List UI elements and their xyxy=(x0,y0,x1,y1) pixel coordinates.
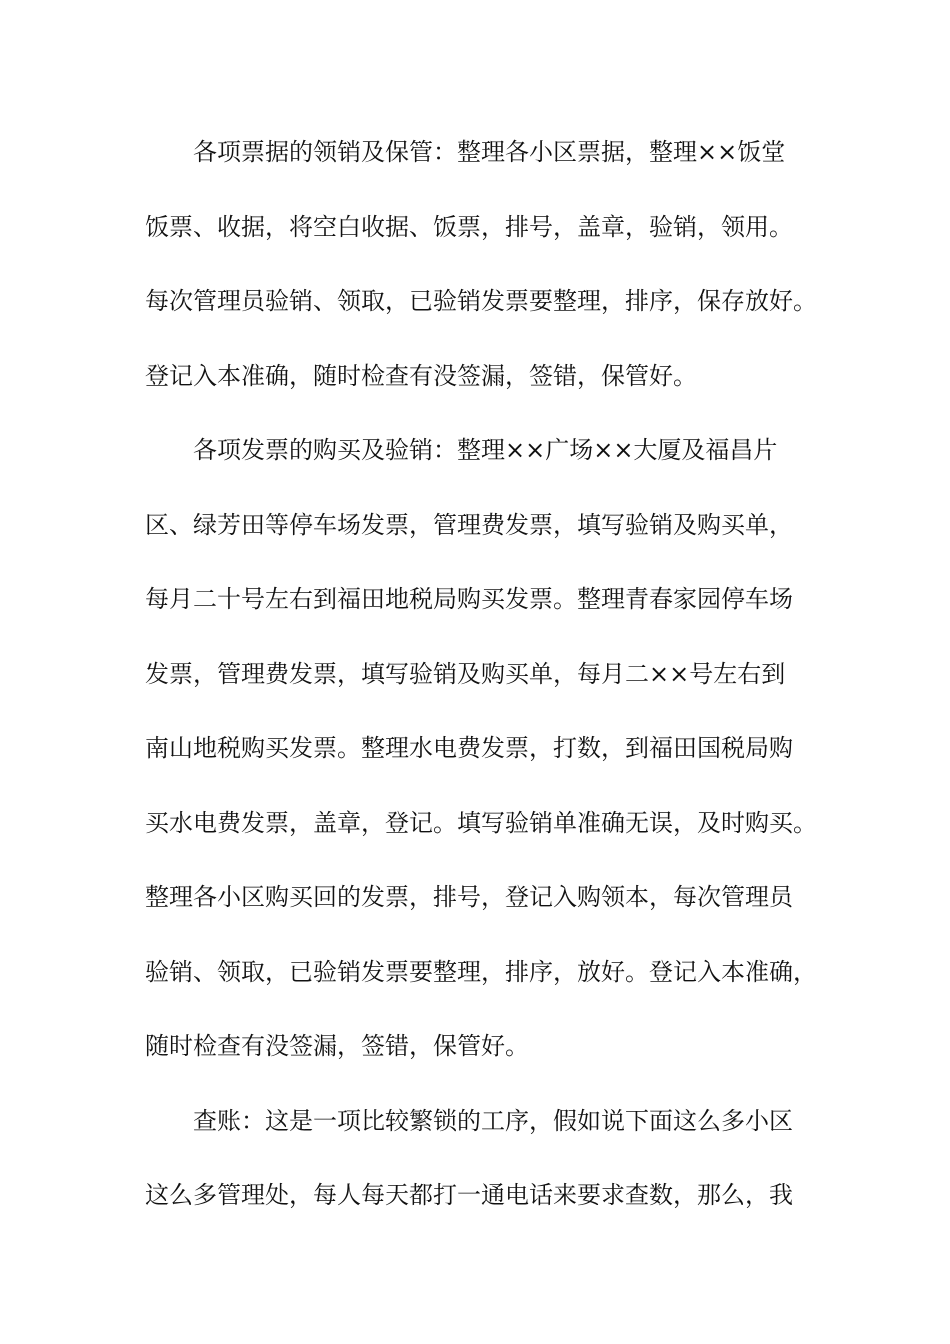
paragraph-1-line-2: 饭票、收据，将空白收据、饭票，排号，盖章，验销，领用。 xyxy=(145,213,793,241)
paragraph-1-line-1: 各项票据的领销及保管：整理各小区票据，整理××饭堂 xyxy=(193,138,786,166)
paragraph-2-line-8: 验销、领取，已验销发票要整理，排序，放好。登记入本准确， xyxy=(145,958,817,986)
paragraph-1-line-4: 登记入本准确，随时检查有没签漏，签错，保管好。 xyxy=(145,362,697,390)
paragraph-2-line-6: 买水电费发票，盖章，登记。填写验销单准确无误，及时购买。 xyxy=(145,809,817,837)
paragraph-2-line-7: 整理各小区购买回的发票，排号，登记入购领本，每次管理员 xyxy=(145,883,793,911)
paragraph-3-line-1: 查账：这是一项比较繁锁的工序，假如说下面这么多小区 xyxy=(193,1107,793,1135)
paragraph-2-line-1: 各项发票的购买及验销：整理××广场××大厦及福昌片 xyxy=(193,436,778,464)
paragraph-2-line-4: 发票，管理费发票，填写验销及购买单，每月二××号左右到 xyxy=(145,660,786,688)
paragraph-2-line-9: 随时检查有没签漏，签错，保管好。 xyxy=(145,1032,529,1060)
paragraph-2-line-2: 区、绿芳田等停车场发票，管理费发票，填写验销及购买单， xyxy=(145,511,793,539)
paragraph-3-line-2: 这么多管理处，每人每天都打一通电话来要求查数，那么，我 xyxy=(145,1181,793,1209)
paragraph-2-line-5: 南山地税购买发票。整理水电费发票，打数，到福田国税局购 xyxy=(145,734,793,762)
paragraph-1-line-3: 每次管理员验销、领取，已验销发票要整理，排序，保存放好。 xyxy=(145,287,817,315)
paragraph-2-line-3: 每月二十号左右到福田地税局购买发票。整理青春家园停车场 xyxy=(145,585,793,613)
